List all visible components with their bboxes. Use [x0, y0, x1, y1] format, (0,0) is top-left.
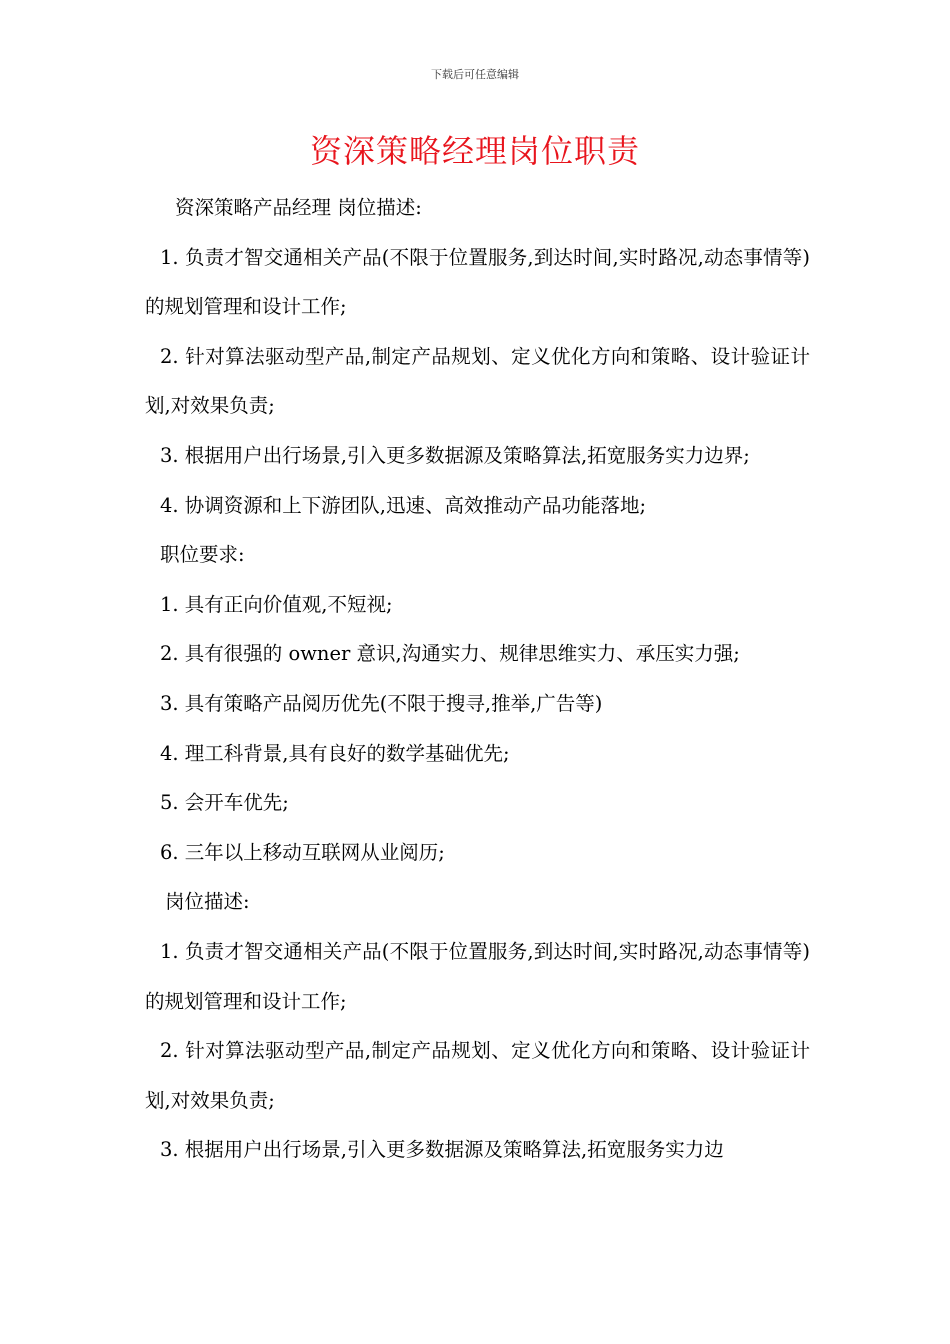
list-item: 3. 具有策略产品阅历优先(不限于搜寻,推举,广告等)	[160, 691, 603, 715]
list-item: 2. 具有很强的 owner 意识,沟通实力、规律思维实力、承压实力强;	[160, 642, 740, 666]
list-item: 5. 会开车优先;	[160, 791, 289, 815]
document-title: 资深策略经理岗位职责	[309, 132, 640, 170]
section-heading-job-description: 资深策略产品经理 岗位描述:	[175, 196, 422, 219]
list-item: 4. 协调资源和上下游团队,迅速、高效推动产品功能落地;	[160, 493, 647, 517]
document-body	[145, 183, 810, 1175]
page-header-note: 下载后可任意编辑	[431, 68, 519, 81]
section-heading-requirements: 职位要求:	[160, 543, 245, 567]
list-item: 1. 具有正向价值观,不短视;	[160, 592, 393, 616]
list-item: 1. 负责才智交通相关产品(不限于位置服务,到达时间,实时路况,动态事情等)的规划管理和设计工作;	[145, 245, 810, 319]
section-heading-job-description-2: 岗位描述:	[165, 890, 250, 914]
list-item: 4. 理工科背景,具有良好的数学基础优先;	[160, 741, 510, 765]
list-item: 2. 针对算法驱动型产品,制定产品规划、定义优化方向和策略、设计验证计划,对效果负责;	[145, 1039, 810, 1112]
list-item: 3. 根据用户出行场景,引入更多数据源及策略算法,拓宽服务实力边界;	[160, 443, 750, 467]
list-item: 1. 负责才智交通相关产品(不限于位置服务,到达时间,实时路况,动态事情等)的规划管理和设计工作;	[145, 939, 810, 1013]
list-item: 6. 三年以上移动互联网从业阅历;	[160, 840, 445, 864]
list-item: 3. 根据用户出行场景,引入更多数据源及策略算法,拓宽服务实力边	[160, 1138, 724, 1162]
list-item: 2. 针对算法驱动型产品,制定产品规划、定义优化方向和策略、设计验证计划,对效果负责;	[145, 344, 810, 418]
